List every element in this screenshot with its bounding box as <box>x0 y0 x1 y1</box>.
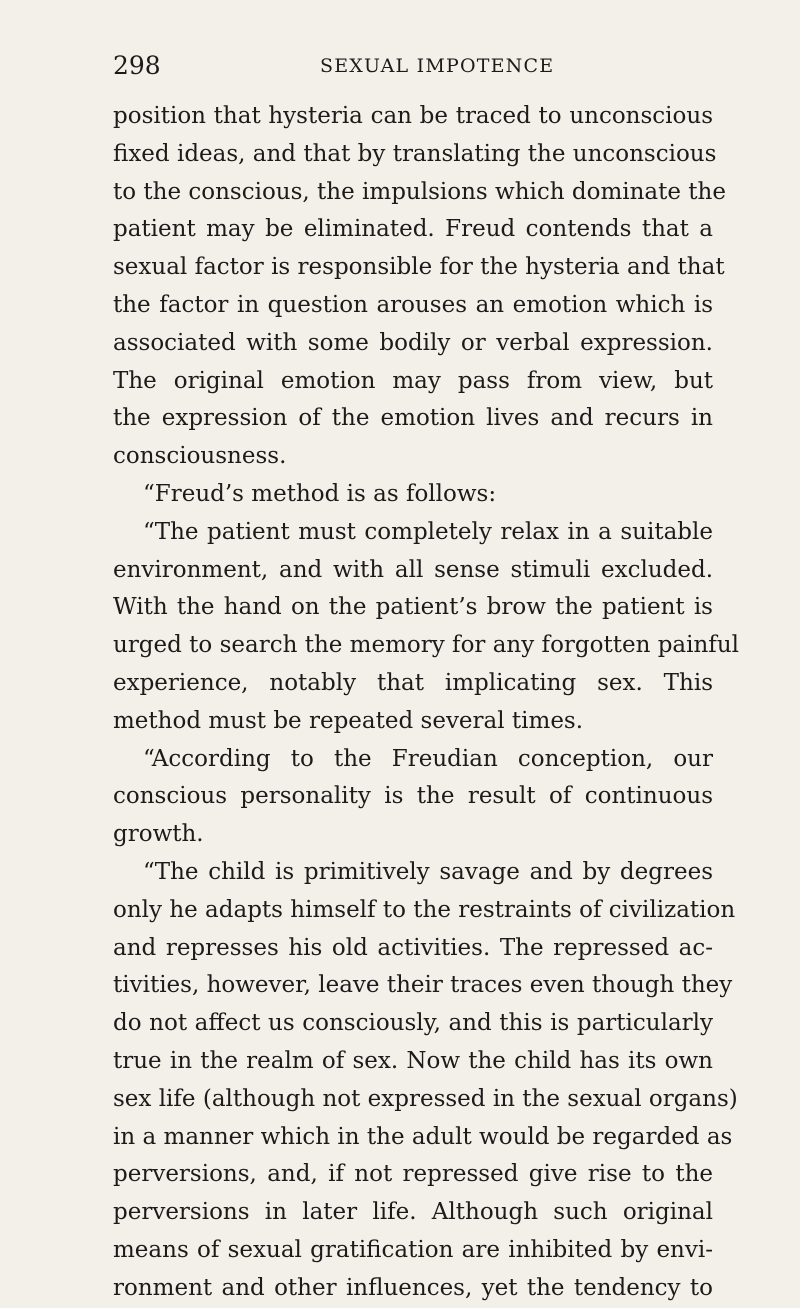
text-line: perversions, and, if not repressed give rise to the <box>113 1161 713 1188</box>
text-line: environment, and with all sense stimuli excluded. <box>113 556 713 583</box>
text-line: consciousness. <box>113 443 287 470</box>
text-line: fixed ideas, and that by translating the unconscious <box>113 140 717 167</box>
text-line: perversions in later life. Although such original <box>113 1199 713 1226</box>
text-line: do not affect us consciously, and this is particularly <box>113 1010 713 1037</box>
text-line: growth. <box>113 821 204 848</box>
text-line: true in the realm of sex. Now the child has its own <box>113 1047 713 1074</box>
text-line: sexual factor is responsible for the hysteria and that <box>113 254 725 281</box>
text-line: urged to search the memory for any forgotten painful <box>113 632 739 659</box>
text-line: only he adapts himself to the restraints of civilization <box>113 896 736 923</box>
text-line: the factor in question arouses an emotion which is <box>113 291 713 318</box>
text-line: the expression of the emotion lives and recurs in <box>113 405 713 432</box>
text-line: “Freud’s method is as follows: <box>143 480 497 507</box>
text-line: “The patient must completely relax in a suitable <box>143 518 713 545</box>
running-head <box>113 46 713 86</box>
text-line: tivities, however, leave their traces even though they <box>113 972 733 999</box>
text-line: The original emotion may pass from view, but <box>113 367 713 394</box>
text-line: ronment and other influences, yet the tendency to <box>113 1274 713 1301</box>
text-line: conscious personality is the result of continuous <box>113 783 713 810</box>
text-line: With the hand on the patient’s brow the patient is <box>113 594 713 621</box>
text-line: “According to the Freudian conception, our <box>143 745 713 772</box>
text-line: experience, notably that implicating sex. This <box>113 669 713 696</box>
text-line: sex life (although not expressed in the sexual organs) <box>113 1085 738 1112</box>
text-line: position that hysteria can be traced to unconscious <box>113 103 713 129</box>
text-line: means of sexual gratification are inhibited by envi- <box>113 1236 713 1263</box>
page-number: 298 <box>113 51 161 80</box>
text-line: patient may be eliminated. Freud contends that a <box>113 216 713 243</box>
text-line: in a manner which in the adult would be regarded as <box>113 1123 733 1150</box>
body-text <box>113 98 739 1308</box>
text-line: and represses his old activities. The repressed ac- <box>113 934 713 961</box>
text-line: to the conscious, the impulsions which dominate the <box>113 178 726 205</box>
text-line: associated with some bodily or verbal expression. <box>113 329 713 356</box>
running-title: SEXUAL IMPOTENCE <box>320 55 555 77</box>
text-line: “The child is primitively savage and by degrees <box>143 858 713 885</box>
text-line: method must be repeated several times. <box>113 707 584 734</box>
